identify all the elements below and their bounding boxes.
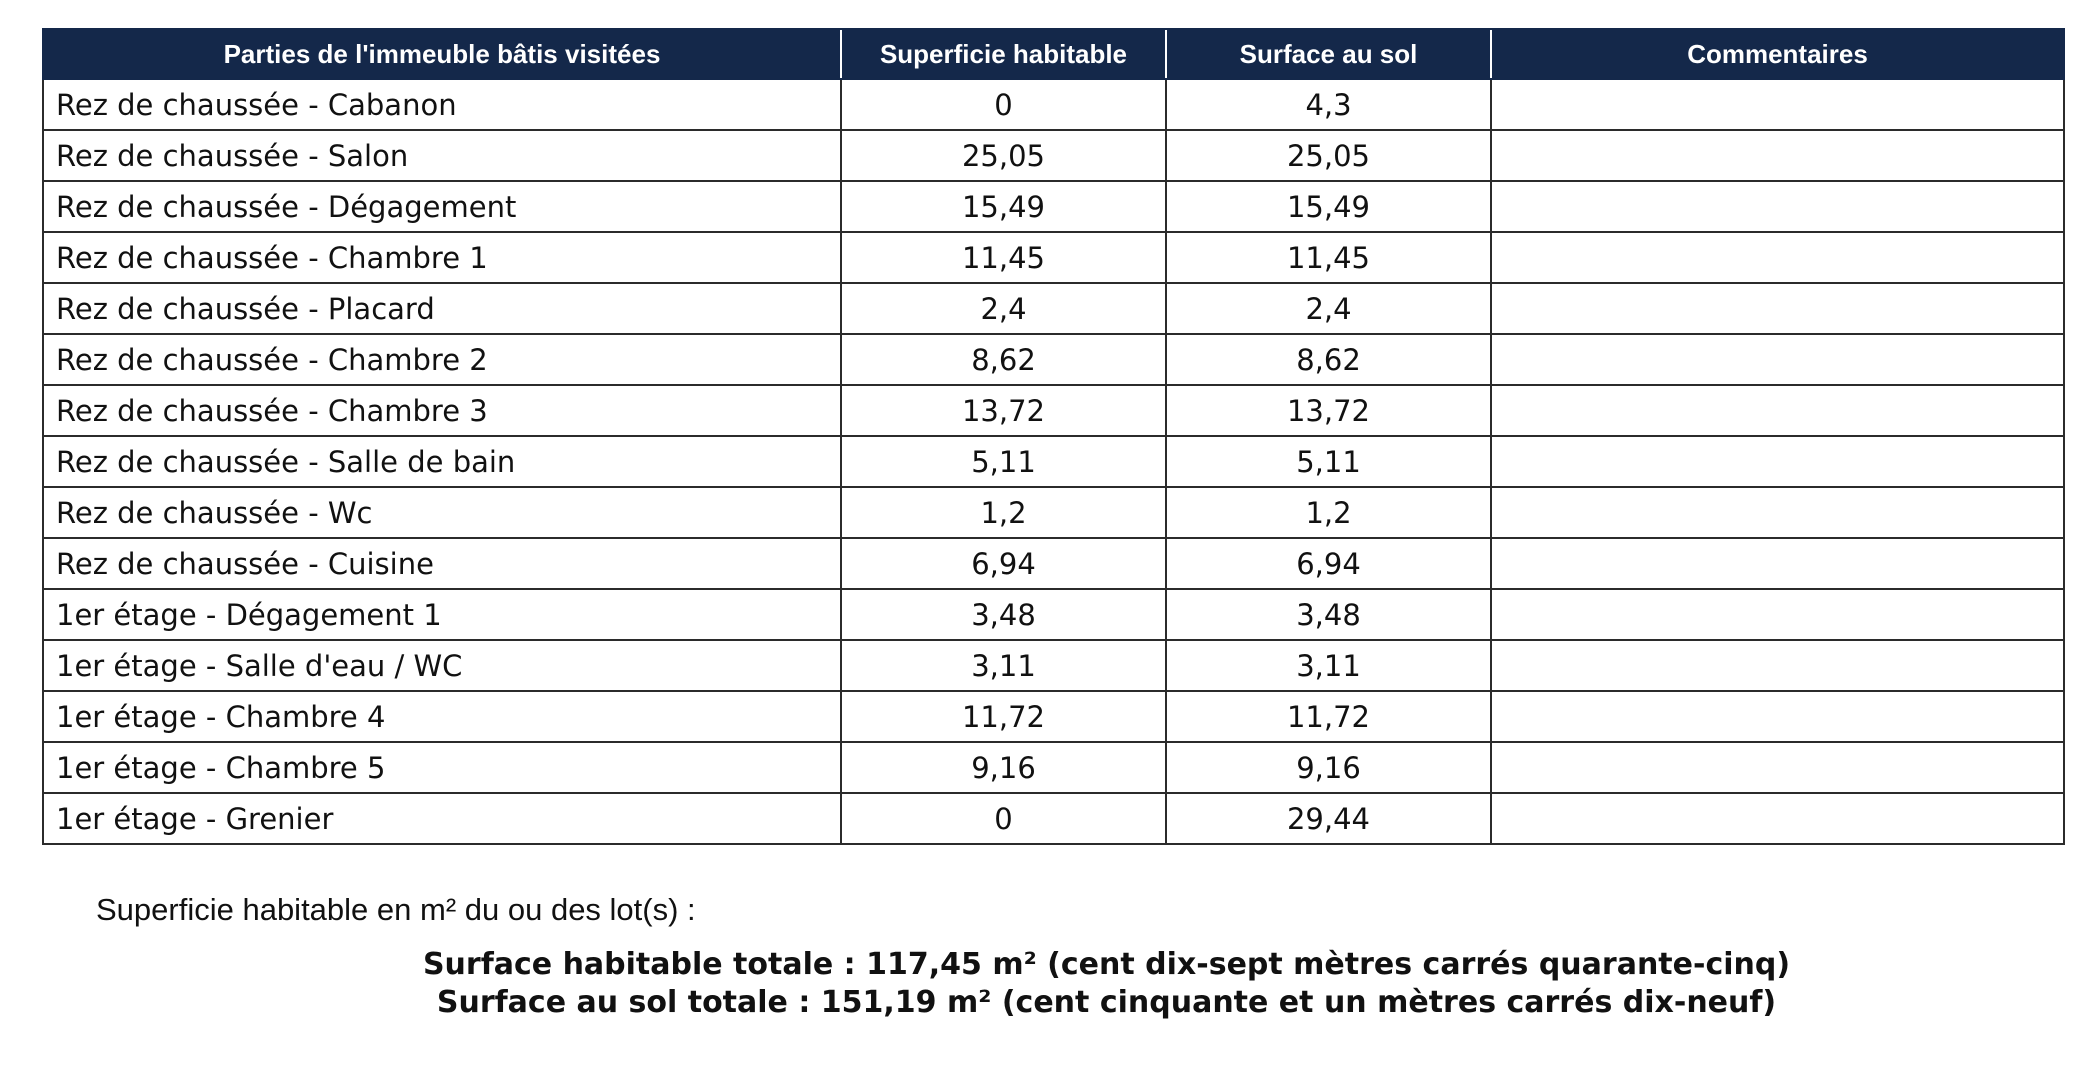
cell-surface-au-sol: 2,4: [1166, 283, 1491, 334]
table-row: [43, 589, 2064, 640]
summary-caption: Superficie habitable en m² du ou des lot(s) :: [96, 892, 696, 927]
cell-superficie-habitable: 11,72: [841, 691, 1166, 742]
header-commentaires: Commentaires: [1491, 29, 2064, 79]
cell-surface-au-sol: 8,62: [1166, 334, 1491, 385]
totals-block: [0, 946, 2073, 1022]
table-row: [43, 793, 2064, 844]
cell-superficie-habitable: 6,94: [841, 538, 1166, 589]
table-row: [43, 334, 2064, 385]
cell-superficie-habitable: 0: [841, 793, 1166, 844]
cell-piece: Rez de chaussée - Chambre 3: [43, 385, 841, 436]
cell-piece: Rez de chaussée - Chambre 2: [43, 334, 841, 385]
cell-commentaire: [1491, 487, 2064, 538]
cell-commentaire: [1491, 538, 2064, 589]
cell-commentaire: [1491, 79, 2064, 130]
total-sol: Surface au sol totale : 151,19 m² (cent cinquante et un mètres carrés dix-neuf): [436, 985, 1777, 1020]
table-row: [43, 283, 2064, 334]
cell-superficie-habitable: 2,4: [841, 283, 1166, 334]
table-row: [43, 232, 2064, 283]
table-row: [43, 436, 2064, 487]
cell-piece: Rez de chaussée - Wc: [43, 487, 841, 538]
cell-commentaire: [1491, 691, 2064, 742]
header-surface-au-sol: Surface au sol: [1166, 29, 1491, 79]
cell-surface-au-sol: 4,3: [1166, 79, 1491, 130]
cell-surface-au-sol: 15,49: [1166, 181, 1491, 232]
cell-piece: Rez de chaussée - Chambre 1: [43, 232, 841, 283]
cell-commentaire: [1491, 181, 2064, 232]
table-row: [43, 79, 2064, 130]
cell-commentaire: [1491, 130, 2064, 181]
cell-superficie-habitable: 8,62: [841, 334, 1166, 385]
cell-superficie-habitable: 3,11: [841, 640, 1166, 691]
table-header: [43, 29, 2064, 79]
cell-surface-au-sol: 11,45: [1166, 232, 1491, 283]
cell-superficie-habitable: 5,11: [841, 436, 1166, 487]
cell-superficie-habitable: 15,49: [841, 181, 1166, 232]
cell-surface-au-sol: 9,16: [1166, 742, 1491, 793]
cell-surface-au-sol: 3,48: [1166, 589, 1491, 640]
cell-piece: 1er étage - Grenier: [43, 793, 841, 844]
table-row: [43, 385, 2064, 436]
cell-commentaire: [1491, 334, 2064, 385]
cell-commentaire: [1491, 436, 2064, 487]
cell-commentaire: [1491, 589, 2064, 640]
table-row: [43, 742, 2064, 793]
cell-surface-au-sol: 29,44: [1166, 793, 1491, 844]
surface-table: [42, 28, 2065, 845]
cell-piece: 1er étage - Dégagement 1: [43, 589, 841, 640]
cell-superficie-habitable: 25,05: [841, 130, 1166, 181]
header-superficie-habitable: Superficie habitable: [841, 29, 1166, 79]
cell-piece: Rez de chaussée - Placard: [43, 283, 841, 334]
cell-surface-au-sol: 25,05: [1166, 130, 1491, 181]
total-habitable: Surface habitable totale : 117,45 m² (cent dix-sept mètres carrés quarante-cinq): [422, 947, 1791, 982]
cell-commentaire: [1491, 793, 2064, 844]
cell-piece: Rez de chaussée - Dégagement: [43, 181, 841, 232]
cell-piece: 1er étage - Chambre 4: [43, 691, 841, 742]
table-row: [43, 130, 2064, 181]
cell-commentaire: [1491, 385, 2064, 436]
cell-piece: Rez de chaussée - Salle de bain: [43, 436, 841, 487]
table-row: [43, 691, 2064, 742]
cell-commentaire: [1491, 640, 2064, 691]
cell-superficie-habitable: 1,2: [841, 487, 1166, 538]
table-row: [43, 640, 2064, 691]
header-piece: Parties de l'immeuble bâtis visitées: [43, 29, 841, 79]
cell-piece: 1er étage - Salle d'eau / WC: [43, 640, 841, 691]
cell-piece: 1er étage - Chambre 5: [43, 742, 841, 793]
cell-commentaire: [1491, 283, 2064, 334]
cell-commentaire: [1491, 232, 2064, 283]
header-row: [43, 29, 2064, 79]
cell-piece: Rez de chaussée - Cabanon: [43, 79, 841, 130]
cell-superficie-habitable: 3,48: [841, 589, 1166, 640]
cell-surface-au-sol: 11,72: [1166, 691, 1491, 742]
cell-piece: Rez de chaussée - Salon: [43, 130, 841, 181]
cell-surface-au-sol: 3,11: [1166, 640, 1491, 691]
cell-surface-au-sol: 6,94: [1166, 538, 1491, 589]
table-body: [43, 79, 2064, 844]
cell-superficie-habitable: 9,16: [841, 742, 1166, 793]
cell-surface-au-sol: 13,72: [1166, 385, 1491, 436]
cell-superficie-habitable: 0: [841, 79, 1166, 130]
cell-superficie-habitable: 11,45: [841, 232, 1166, 283]
table-row: [43, 487, 2064, 538]
cell-commentaire: [1491, 742, 2064, 793]
cell-surface-au-sol: 5,11: [1166, 436, 1491, 487]
cell-surface-au-sol: 1,2: [1166, 487, 1491, 538]
table-row: [43, 181, 2064, 232]
cell-superficie-habitable: 13,72: [841, 385, 1166, 436]
table-row: [43, 538, 2064, 589]
cell-piece: Rez de chaussée - Cuisine: [43, 538, 841, 589]
